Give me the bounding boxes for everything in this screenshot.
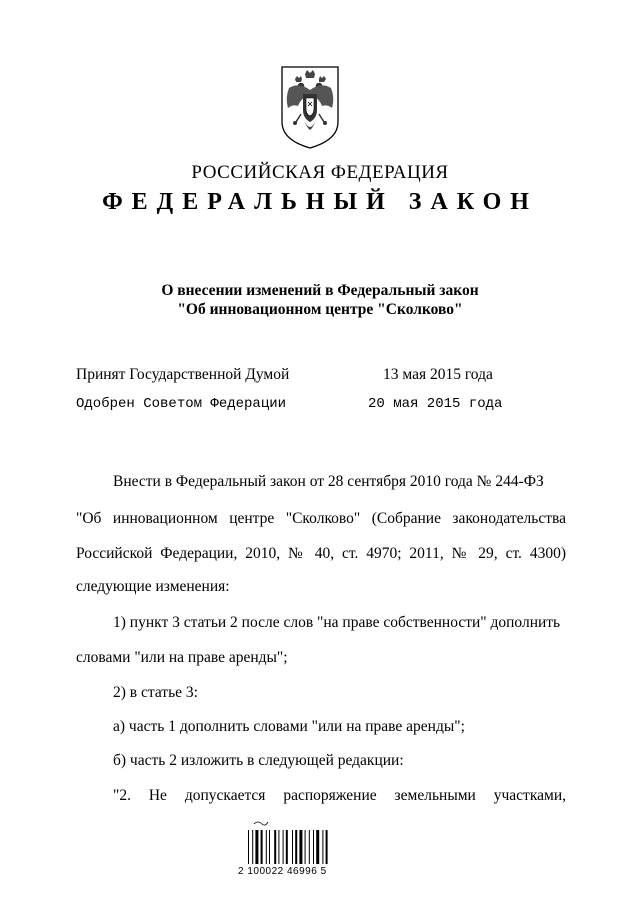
council-approval-label: Одобрен Советом Федерации: [76, 396, 287, 412]
duma-adoption-date: 13 мая 2015 года: [383, 366, 493, 383]
barcode-bar: [305, 830, 306, 864]
body-paragraph-2-line-2: словами "или на праве аренды";: [76, 649, 288, 666]
barcode-bar: [309, 830, 310, 864]
body-paragraph-1-line-2: "Об инновационном центре "Сколково" (Собрание законодательства: [76, 510, 566, 527]
barcode-bar: [255, 830, 258, 864]
barcode-bar: [292, 830, 293, 864]
barcode-bar: [248, 830, 249, 864]
barcode-bar: [295, 830, 297, 864]
barcode-bar: [274, 830, 276, 864]
barcode-bar: [278, 830, 279, 864]
law-body: [76, 0, 566, 905]
barcode-bar: [322, 830, 323, 864]
barcode-bar: [252, 830, 253, 864]
body-paragraph-1-line-1: Внести в Федеральный закон от 28 сентября 2010 года № 244-ФЗ: [113, 473, 544, 490]
body-paragraph-1-line-4: следующие изменения:: [76, 578, 230, 595]
barcode-bar: [313, 830, 314, 864]
body-paragraph-2-line-1: 1) пункт 3 статьи 2 после слов "на праве собственности" дополнить: [113, 614, 561, 631]
barcode-bar: [261, 830, 263, 864]
barcode-bar: [299, 830, 302, 864]
body-paragraph-3: 2) в статье 3:: [113, 684, 198, 701]
body-paragraph-6-line-1: "2. Не допускается распоряжение земельными участками,: [113, 787, 566, 804]
body-paragraph-1-line-3: Российской Федерации, 2010, № 40, ст. 4970; 2011, № 29, ст. 4300): [76, 545, 566, 562]
barcode-bar: [286, 830, 288, 864]
barcode-bar: [269, 830, 270, 864]
body-paragraph-4: а) часть 1 дополнить словами "или на праве аренды";: [113, 718, 465, 735]
barcode-bar: [316, 830, 319, 864]
law-title-line-1: О внесении изменений в Федеральный закон: [161, 282, 479, 299]
barcode-bar: [283, 830, 284, 864]
barcode-bar: [266, 830, 267, 864]
duma-adoption-label: Принят Государственной Думой: [76, 366, 290, 383]
country-heading: РОССИЙСКАЯ ФЕДЕРАЦИЯ: [191, 162, 449, 183]
barcode-bar: [326, 830, 328, 864]
document-type-heading: ФЕДЕРАЛЬНЫЙ ЗАКОН: [102, 189, 538, 215]
body-paragraph-5: б) часть 2 изложить в следующей редакции:: [113, 752, 404, 769]
council-approval-date: 20 мая 2015 года: [368, 396, 503, 412]
barcode-number: 2 100022 46996 5: [238, 866, 327, 877]
law-title-line-2: "Об инновационном центре "Сколково": [177, 301, 463, 318]
